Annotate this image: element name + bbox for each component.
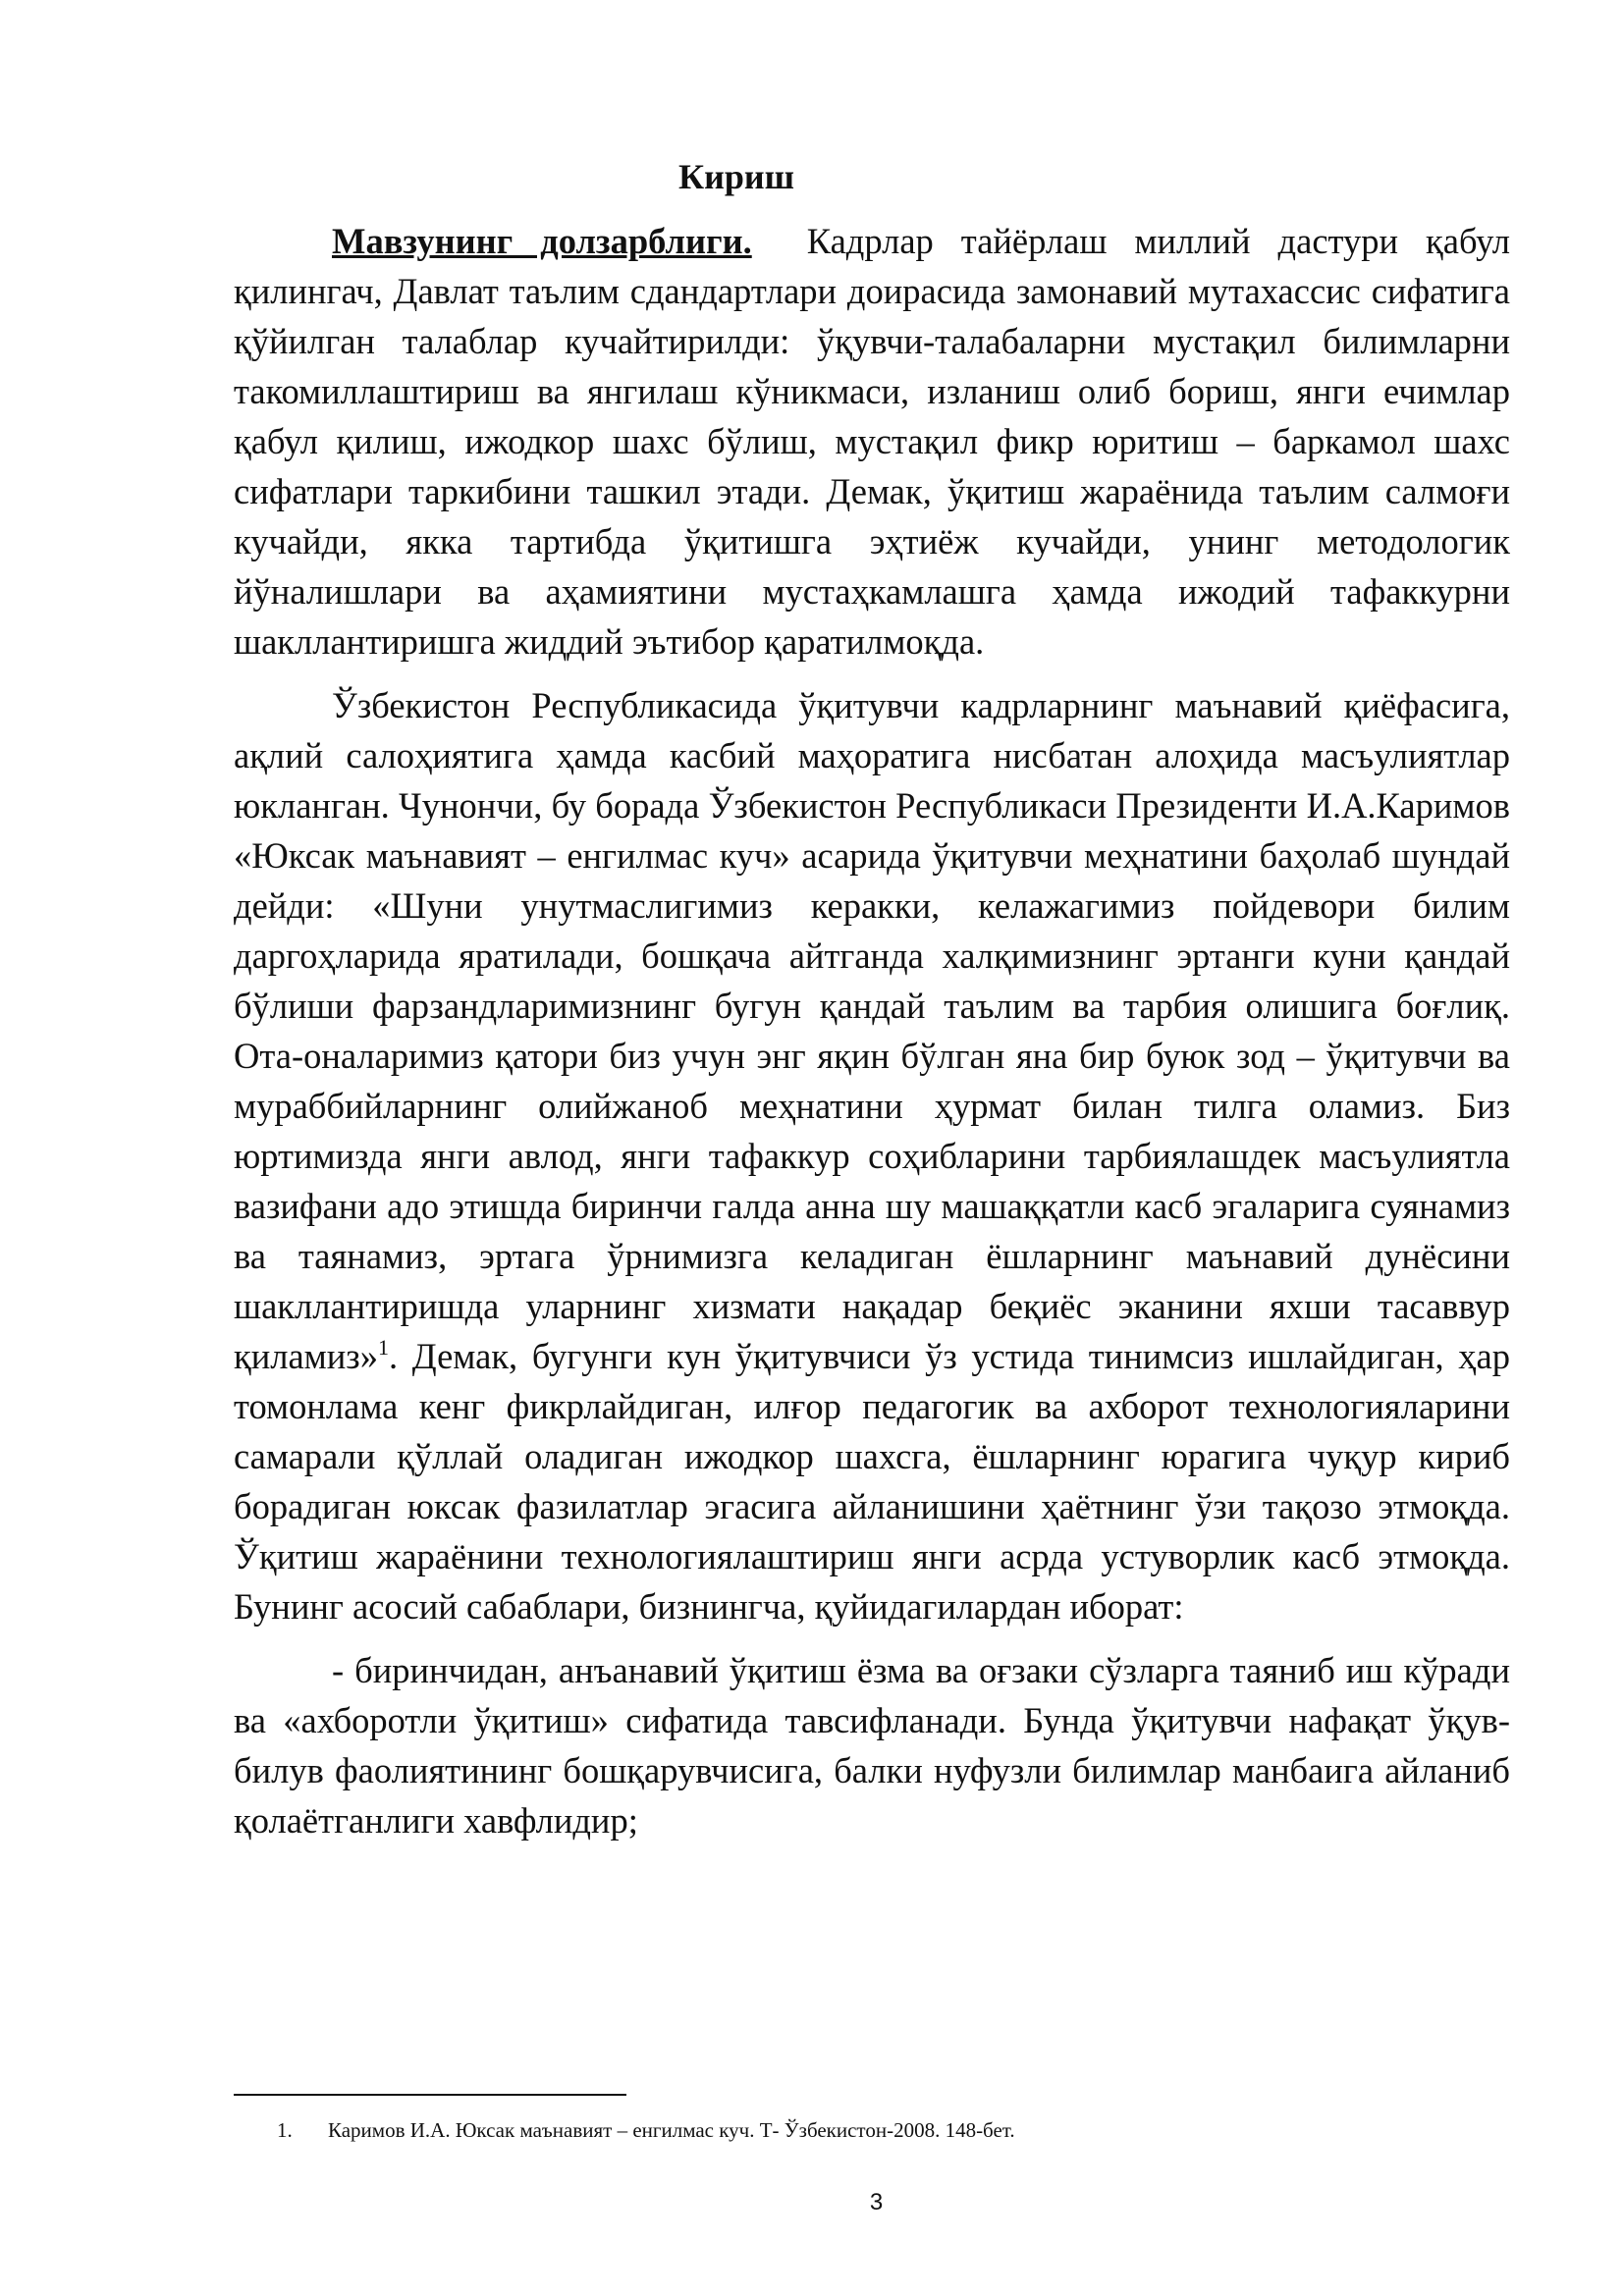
paragraph-text: - биринчидан, анъанавий ўқитиш ёзма ва оғзаки сўзларга таяниб иш кўради ва «ахборотли ўқитиш» сифатида тавсифланади. Бунда ўқитувчи нафақат ўқув-билув фаолиятининг бошқарувчисига, балки нуфузли билимлар манбаига айланиб қолаётганлиги хавфлидир; xyxy=(234,1650,1510,1841)
paragraph-text: . Демак, бугунги кун ўқитувчиси ўз устида тинимсиз ишлайдиган, ҳар томонлама кенг фикрлайдиган, илғор педагогик ва ахборот технологияларини самарали қўллай оладиган ижодкор шахсга, ёшларнинг юрагига чуқур кириб борадиган юксак фазилатлар эгасига айланишини ҳаётнинг ўзи тақозо этмоқда. Ўқитиш жараёнини технологиялаштириш янги асрда устуворлик касб этмоқда. Бунинг асосий сабаблари, бизнингча, қуйидагилардан иборат: xyxy=(234,1336,1510,1627)
paragraph-text: Кадрлар тайёрлаш миллий дастури қабул қилингач, Давлат таълим сдандартлари доирасида замонавий мутахассис сифатига қўйилган талаблар кучайтирилди: ўқувчи-талабаларни мустақил билимларни такомиллаштириш ва янгилаш кўникмаси, изланиш олиб бориш, янги ечимлар қабул қилиш, ижодкор шахс бўлиш, мустақил фикр юритиш – баркамол шахс сифатлари таркибини ташкил этади. Демак, ўқитиш жараёнида таълим салмоғи кучайди, якка тартибда ўқитишга эҳтиёж кучайди, унинг методологик йўналишлари ва аҳамиятини мустаҳкамлашга ҳамда ижодий тафаккурни шакллантиришга жиддий эътибор қаратилмоқда. xyxy=(234,221,1510,662)
paragraph-relevance xyxy=(234,216,1510,667)
paragraph-uzbekistan xyxy=(234,680,1510,1631)
footnote-marker: 1 xyxy=(377,1335,389,1360)
footnote-text: Каримов И.А. Юксак маънавият – енгилмас куч. Т- Ўзбекистон-2008. 148-бет. xyxy=(328,2118,1015,2142)
page-title: Кириш xyxy=(677,157,794,196)
paragraph-text: Ўзбекистон Республикасида ўқитувчи кадрларнинг маънавий қиёфасига, ақлий салоҳиятига ҳамда касбий маҳоратига нисбатан алоҳида масъулиятлар юкланган. Чунончи, бу борада Ўзбекистон Республикаси Президенти И.А.Каримов «Юксак маънавият – енгилмас куч» асарида ўқитувчи меҳнатини баҳолаб шундай дейди: «Шуни унутмаслигимиз керакки, келажагимиз пойдевори билим даргоҳларида яратилади, бошқача айтганда халқимизнинг эртанги куни қандай бўлиши фарзандларимизнинг бугун қандай таълим ва тарбия олишига боғлиқ. Ота-оналаримиз қатори биз учун энг яқин бўлган яна бир буюк зод – ўқитувчи ва мураббийларнинг олийжаноб меҳнатини ҳурмат билан тилга оламиз. Биз юртимизда янги авлод, янги тафаккур соҳибларини тарбиялашдек масъулиятла вазифани адо этишда биринчи галда анна шу машаққатли касб эгаларига суянамиз ва таянамиз, эртага ўрнимизга келадиган ёшларнинг маънавий дунёсини шакллантиришда уларнинг хизмати нақадар беқиёс эканини яхши тасаввур қиламиз» xyxy=(234,685,1510,1376)
paragraph-first-reason xyxy=(234,1645,1510,1845)
footnote-number: 1. xyxy=(277,2118,293,2142)
footnote-separator xyxy=(234,2094,626,2096)
page-number: 3 xyxy=(869,2189,884,2216)
document-body xyxy=(234,216,1510,1859)
footnote xyxy=(277,2116,1455,2144)
section-heading: Мавзунинг долзарблиги. xyxy=(332,221,752,261)
